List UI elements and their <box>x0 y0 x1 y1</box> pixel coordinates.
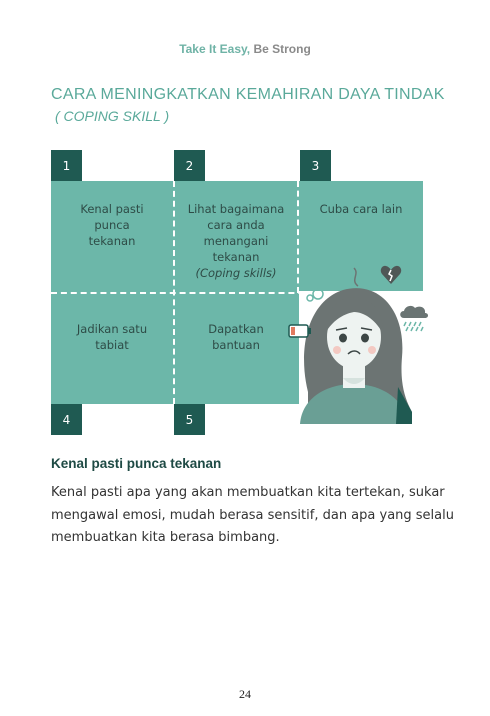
header-part-1: Take It Easy, <box>179 42 251 56</box>
step-number-2: 2 <box>174 150 205 181</box>
step-number-4: 4 <box>51 404 82 435</box>
body-paragraph: Kenal pasti apa yang akan membuatkan kita tertekan, sukar mengawal emosi, mudah berasa sensitif, dan apa yang selalu membuatkan kita berasa bimbang. <box>51 485 454 545</box>
running-header <box>0 42 490 56</box>
low-battery-icon <box>288 324 312 338</box>
step-4-text: Jadikan satu tabiat <box>76 322 148 352</box>
page-number: 24 <box>239 687 251 701</box>
step-number-1: 1 <box>51 150 82 181</box>
section-subtitle: ( COPING SKILL ) <box>55 108 170 124</box>
rain-cloud-icon <box>398 302 430 332</box>
step-1-text: Kenal pasti punca tekanan <box>80 202 144 248</box>
section-title: CARA MENINGKATKAN KEMAHIRAN DAYA TINDAK <box>51 86 445 103</box>
broken-heart-icon <box>380 265 402 285</box>
stressed-woman-illustration <box>288 262 418 424</box>
step-2-text: Lihat bagaimana cara anda menangani tekanan (Coping skills) <box>187 202 285 280</box>
header-part-2: Be Strong <box>250 42 311 56</box>
step-3-text: Cuba cara lain <box>319 202 403 216</box>
step-5-text: Dapatkan bantuan <box>208 322 264 352</box>
section-heading: Kenal pasti punca tekanan <box>51 456 222 471</box>
step-number-3: 3 <box>300 150 331 181</box>
step-number-5: 5 <box>174 404 205 435</box>
